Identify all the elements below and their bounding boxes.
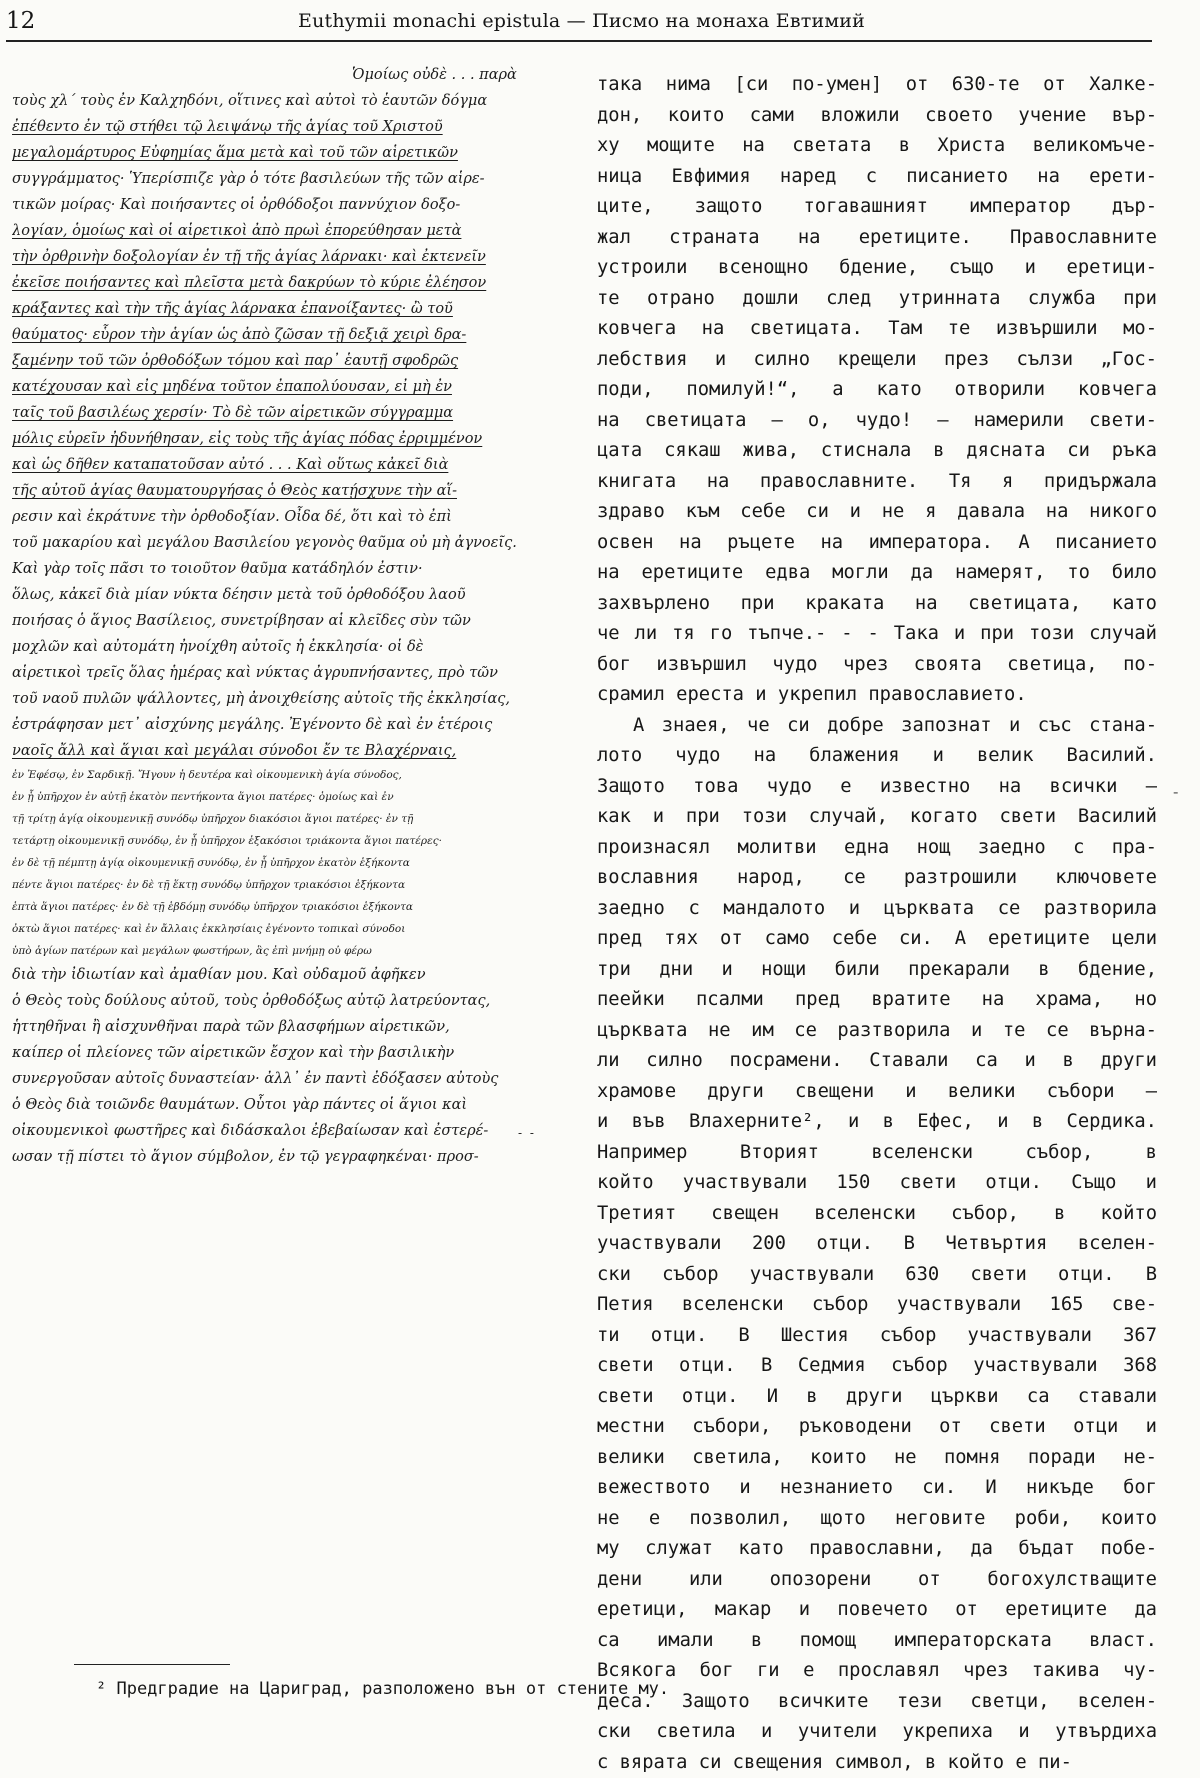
footnote: ² Предградие на Цариград, разположено вън от стените му.: [96, 1679, 669, 1699]
bulgarian-line: ти отци. В Шестия събор участвували 367: [597, 1321, 1157, 1352]
bulgarian-line: устроили всенощно бдение, също и еретици-: [597, 253, 1157, 284]
bulgarian-line: са имали в помощ императорската власт.: [597, 1626, 1157, 1657]
greek-line: τετάρτῃ οἰκουμενικῇ συνόδῳ, ἐν ᾗ ὑπῆρχον ἑξακόσιοι τριάκοντα ἅγιοι πατέρες·: [12, 830, 572, 852]
bulgarian-line: че ли тя го тъпче.- - - Така и при този случай: [597, 619, 1157, 650]
greek-line: τοῦ ναοῦ πυλῶν ψάλλοντες, μὴ ἀνοιχθείσης αὐτοῖς τῆς ἐκκλησίας,: [12, 686, 572, 712]
greek-line: ταῖς τοῦ βασιλέως χερσίν· Τὸ δὲ τῶν αἱρετικῶν σύγγραμμα: [12, 400, 572, 426]
bulgarian-line: бог извършил чудо чрез своята светица, по-: [597, 650, 1157, 681]
bulgarian-line: произнасял молитви една нощ заедно с пра-: [597, 833, 1157, 864]
greek-line: οἰκουμενικοὶ φωστῆρες καὶ διδάσκαλοι ἐβεβαίωσαν καὶ ἐστερέ-: [12, 1118, 572, 1144]
greek-line: τῆς αὐτοῦ ἁγίας θαυματουργήσας ὁ Θεὸς κατῄσχυνε τὴν αἵ-: [12, 478, 572, 504]
bulgarian-line: дени или опозорени от богохулстващите: [597, 1565, 1157, 1596]
greek-line: ποιήσας ὁ ἅγιος Βασίλειος, συνετρίβησαν αἱ κλεῖδες σὺν τῶν: [12, 608, 572, 634]
bulgarian-line: ху мощите на светата в Христа великомъче-: [597, 131, 1157, 162]
greek-line: μοχλῶν καὶ αὐτομάτη ἠνοίχθη αὐτοῖς ἡ ἐκκλησία· οἱ δὲ: [12, 634, 572, 660]
greek-line: συνεργοῦσαν αὐτοῖς δυναστείαν· ἀλλ᾽ ἐν παντὶ ἐδόξασεν αὐτοὺς: [12, 1066, 572, 1092]
greek-line: μεγαλομάρτυρος Εὐφημίας ἅμα μετὰ καὶ τοῦ τῶν αἱρετικῶν: [12, 140, 572, 166]
bulgarian-line: ли силно посрамени. Ставали са и в други: [597, 1046, 1157, 1077]
greek-line: διὰ τὴν ἰδιωτίαν καὶ ἀμαθίαν μου. Καὶ οὐδαμοῦ ἀφῆκεν: [12, 962, 572, 988]
bulgarian-line: лебствия и силно крещели през сълзи „Гос-: [597, 345, 1157, 376]
bulgarian-line: свети отци. И в други църкви са ставали: [597, 1382, 1157, 1413]
bulgarian-line: храмове други свещени и велики събори —: [597, 1077, 1157, 1108]
bulgarian-line: вославния народ, се разтрошили ключовете: [597, 863, 1157, 894]
greek-line: συγγράμματος· Ὑπερίσπιζε γὰρ ὁ τότε βασιλεύων τῆς τῶν αἱρε-: [12, 166, 572, 192]
bulgarian-line: еретици, макар и повечето от еретиците да: [597, 1595, 1157, 1626]
greek-line: ἐν ᾗ ὑπῆρχον ἑν αὐτῇ ἑκατὸν πεντήκοντα ἅγιοι πατέρες· ὁμοίως καὶ ἐν: [12, 786, 572, 808]
greek-line: ωσαν τῇ πίστει τὸ ἅγιον σύμβολον, ἐν τῷ γεγραφηκέναι· προσ-: [12, 1144, 572, 1170]
greek-line: Ὁμοίως οὐδὲ . . . παρὰ: [12, 62, 572, 88]
bulgarian-line: ците, защото тогавашният император дър-: [597, 192, 1157, 223]
bulgarian-line: лото чудо на блажения и велик Василий.: [597, 741, 1157, 772]
bulgarian-line: три дни и нощи били прекарали в бдение,: [597, 955, 1157, 986]
greek-line: ἑπτὰ ἅγιοι πατέρες· ἐν δὲ τῇ ἑβδόμῃ συνόδῳ ὑπῆρχον τριακόσιοι ἑξήκοντα: [12, 896, 572, 918]
greek-line: ὅλως, κἀκεῖ διὰ μίαν νύκτα δέησιν μετὰ τοῦ ὀρθοδόξου λαοῦ: [12, 582, 572, 608]
bulgarian-line: здраво към себе си и не я давала на никого: [597, 497, 1157, 528]
bulgarian-line: пеейки псалми пред вратите на храма, но: [597, 985, 1157, 1016]
bulgarian-line: поди, помилуй!“, а като отворили ковчега: [597, 375, 1157, 406]
bulgarian-line: дон, които сами вложили своето учение вър-: [597, 101, 1157, 132]
bulgarian-line: ковчега на светицата. Там те извършили мо-: [597, 314, 1157, 345]
greek-line: μόλις εὑρεῖν ἠδυνήθησαν, εἰς τοὺς τῆς ἁγίας πόδας ἐρριμμένον: [12, 426, 572, 452]
bulgarian-line: освен на ръцете на императора. А писанието: [597, 528, 1157, 559]
bulgarian-line: жал страната на еретиците. Православните: [597, 223, 1157, 254]
greek-line: πέντε ἅγιοι πατέρες· ἐν δὲ τῇ ἕκτῃ συνόδῳ ὑπῆρχον τριακόσιοι ἑξήκοντα: [12, 874, 572, 896]
greek-line: τοῦ μακαρίου καὶ μεγάλου Βασιλείου γεγονὸς θαῦμα οὐ μὴ ἀγνοεῖς.: [12, 530, 572, 556]
bulgarian-line: те отрано дошли след утринната служба при: [597, 284, 1157, 315]
greek-line: καίπερ οἱ πλείονες τῶν αἱρετικῶν ἔσχον καὶ τὴν βασιλικὴν: [12, 1040, 572, 1066]
greek-line: τικῶν μοίρας· Καὶ ποιήσαντες οἱ ὀρθόδοξοι παννύχιον δοξο-: [12, 192, 572, 218]
bulgarian-line: книгата на православните. Тя я придържала: [597, 467, 1157, 498]
bulgarian-line: велики светила, които не помня поради не-: [597, 1443, 1157, 1474]
bulgarian-line: не е позволил, щото неговите роби, които: [597, 1504, 1157, 1535]
greek-line: ὁ Θεὸς διὰ τοιῶνδε θαυμάτων. Οὗτοι γὰρ πάντες οἱ ἅγιοι καὶ: [12, 1092, 572, 1118]
greek-line: τοὺς χλ΄ τοὺς ἐν Καλχηδόνι, οἵτινες καὶ αὐτοὶ τὸ ἑαυτῶν δόγμα: [12, 88, 572, 114]
bulgarian-line: заедно с мандалото и църквата се разтворила: [597, 894, 1157, 925]
bulgarian-line: свети отци. В Седмия събор участвували 368: [597, 1351, 1157, 1382]
bulgarian-line: деса. Защото всичките тези светци, вселен-: [597, 1687, 1157, 1718]
greek-line: ναοῖς ἄλλ καὶ ἅγιαι καὶ μεγάλαι σύνοδοι ἔν τε Βλαχέρναις,: [12, 738, 572, 764]
greek-line: κατέχουσαν καὶ εἰς μηδένα τοῦτον ἐπαπολύουσαν, εἰ μὴ ἐν: [12, 374, 572, 400]
bulgarian-line: Всякога бог ги е прославял чрез такива чу-: [597, 1656, 1157, 1687]
bulgarian-line: захвърлено при краката на светицата, като: [597, 589, 1157, 620]
margin-mark: -: [1173, 782, 1178, 801]
greek-line: ξαμένην τοῦ τῶν ὀρθοδόξων τόμου καὶ παρ᾽ ἑαυτῇ σφοδρῶς: [12, 348, 572, 374]
bulgarian-line: с вярата си свещения символ, в който е пи-: [597, 1748, 1157, 1778]
bulgarian-line: ница Евфимия наред с писанието на ерети-: [597, 162, 1157, 193]
bulgarian-line: цата сякаш жива, стиснала в дясната си ръка: [597, 436, 1157, 467]
page-number: 12: [6, 8, 35, 34]
bulgarian-line: пред тях от само себе си. А еретиците цели: [597, 924, 1157, 955]
greek-line: ἐστράφησαν μετ᾽ αἰσχύνης μεγάλης. Ἐγένοντο δὲ καὶ ἐν ἑτέροις: [12, 712, 572, 738]
bulgarian-line: Третият свещен вселенски събор, в който: [597, 1199, 1157, 1230]
bulgarian-line: така нима [си по-умен] от 630-те от Халке-: [597, 70, 1157, 101]
greek-line: τῇ τρίτῃ ἁγίᾳ οἰκουμενικῇ συνόδῳ ὑπῆρχον διακόσιοι ἅγιοι πατέρες· ἐν τῇ: [12, 808, 572, 830]
greek-line: κράξαντες καὶ τὴν τῆς ἁγίας λάρνακα ἐπανοίξαντες· ὢ τοῦ: [12, 296, 572, 322]
bulgarian-line: срамил ереста и укрепил православието.: [597, 680, 1157, 711]
bulgarian-line: църквата не им се разтворила и те се върна-: [597, 1016, 1157, 1047]
greek-line: ὁ Θεὸς τοὺς δούλους αὐτοῦ, τοὺς ὀρθοδόξως αὐτῷ λατρεύοντας,: [12, 988, 572, 1014]
greek-line: καὶ ὡς δῆθεν καταπατοῦσαν αὐτό . . . Καὶ οὕτως κἀκεῖ διὰ: [12, 452, 572, 478]
greek-dash-mark: - -: [518, 1126, 536, 1140]
greek-line: ἐν Ἐφέσῳ, ἐν Σαρδικῇ. Ἤγουν ἡ δευτέρα καὶ οἰκουμενικὴ ἁγία σύνοδος,: [12, 764, 572, 786]
greek-line: ἡττηθῆναι ἢ αἰσχυνθῆναι παρὰ τῶν βλασφήμων αἱρετικῶν,: [12, 1014, 572, 1040]
greek-line: θαύματος· εὗρον τὴν ἁγίαν ὡς ἀπὸ ζῶσαν τῇ δεξιᾷ χειρὶ δρα-: [12, 322, 572, 348]
greek-line: ρεσιν καὶ ἐκράτυνε τὴν ὀρθοδοξίαν. Οἶδα δέ, ὅτι καὶ τὸ ἐπὶ: [12, 504, 572, 530]
bulgarian-line: на светицата — о, чудо! — намерили свети-: [597, 406, 1157, 437]
greek-line: αἱρετικοὶ τρεῖς ὅλας ἡμέρας καὶ νύκτας ἀγρυπνήσαντες, πρὸ τῶν: [12, 660, 572, 686]
greek-line: ἐν δὲ τῇ πέμπτῃ ἁγίᾳ οἰκουμενικῇ συνόδῳ, ἐν ᾗ ὑπῆρχον ἑκατὸν ἑξήκοντα: [12, 852, 572, 874]
running-title: Euthymii monachi epistula — Писмо на монаха Евтимий: [298, 10, 865, 32]
footnote-rule: [74, 1664, 230, 1665]
bulgarian-line: как и при този случай, когато свети Василий: [597, 802, 1157, 833]
bulgarian-line: му служат като православни, да бъдат побе-: [597, 1534, 1157, 1565]
greek-line: λογίαν, ὁμοίως καὶ οἱ αἱρετικοὶ ἀπὸ πρωὶ ἐπορεύθησαν μετὰ: [12, 218, 572, 244]
bulgarian-line: участвували 200 отци. В Четвъртия вселен-: [597, 1229, 1157, 1260]
bulgarian-line: Защото това чудо е известно на всички —: [597, 772, 1157, 803]
greek-line: ἐκεῖσε ποιήσαντες καὶ πλεῖστα μετὰ δακρύων τὸ κύριε ἐλέησον: [12, 270, 572, 296]
greek-line: ἐπέθεντο ἐν τῷ στήθει τῷ λειψάνῳ τῆς ἁγίας τοῦ Χριστοῦ: [12, 114, 572, 140]
bulgarian-translation-column: [597, 70, 1157, 1630]
bulgarian-line: и във Влахерните², и в Ефес, и в Сердика.: [597, 1107, 1157, 1138]
greek-line: τὴν ὀρθρινὴν δοξολογίαν ἐν τῇ τῆς ἁγίας λάρνακι· καὶ ἐκτενεῖν: [12, 244, 572, 270]
bulgarian-line: А знаея, че си добре запознат и със стана-: [597, 711, 1157, 742]
bulgarian-line: който участвували 150 свети отци. Също и: [597, 1168, 1157, 1199]
bulgarian-line: ски събор участвували 630 свети отци. В: [597, 1260, 1157, 1291]
bulgarian-line: Например Вторият вселенски събор, в: [597, 1138, 1157, 1169]
bulgarian-line: ски светила и учители укрепиха и утвърдиха: [597, 1717, 1157, 1748]
bulgarian-line: Петия вселенски събор участвували 165 све-: [597, 1290, 1157, 1321]
page-header: [6, 6, 1152, 42]
greek-line: ὑπὸ ἁγίων πατέρων καὶ μεγάλων φωστήρων, ἃς ἐπὶ μνήμῃ οὐ φέρω: [12, 940, 572, 962]
bulgarian-line: вежеството и незнанието си. И никъде бог: [597, 1473, 1157, 1504]
bulgarian-line: местни събори, ръководени от свети отци и: [597, 1412, 1157, 1443]
greek-source-column: [12, 62, 572, 1144]
greek-line: Καὶ γὰρ τοῖς πᾶσι το τοιοῦτον θαῦμα κατάδηλόν ἐστιν·: [12, 556, 572, 582]
bulgarian-line: на еретиците едва могли да намерят, то било: [597, 558, 1157, 589]
greek-line: ὀκτὼ ἅγιοι πατέρες· καὶ ἐν ἄλλαις ἐκκλησίαις ἐγένοντο τοπικαὶ σύνοδοι: [12, 918, 572, 940]
